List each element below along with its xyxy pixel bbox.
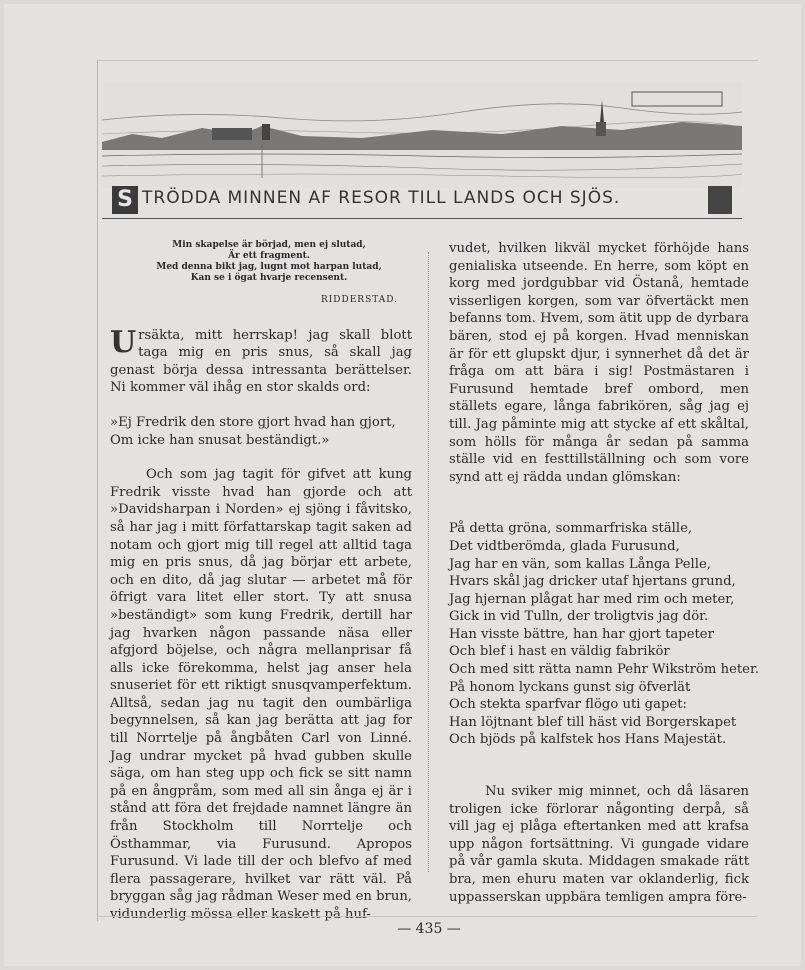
verse-line: Och blef i hast en väldig fabrikör [449,644,670,660]
epigraph-signature: RIDDERSTAD. [320,295,398,305]
body-paragraph: Nu sviker mig minnet, och då läsaren troligen icke förlorar någonting derpå, så vill jag ej plåga eftertanken med att krafsa upp någon fortsättning. Vi gungade vidare på vår gamla skuta. Middagen smakade rätt bra, men ehuru maten var oklanderlig, fick uppasserskan uppbära temligen ampra före- [449,784,749,905]
book-page [4,4,801,966]
chapter-title-bar [102,184,742,219]
epigraph-line: Kan se i ögat hvarje recensent. [190,273,348,283]
verse-line: Gick in vid Tulln, der troligtvis jag dör. [449,609,709,625]
right-column [449,240,760,906]
epigraph-line: Med denna bikt jag, lugnt mot harpan lutad, [156,262,382,272]
bottom-rule [97,916,757,917]
decorated-initial: S [112,186,138,214]
left-column [110,240,412,924]
body-paragraph: vudet, hvilken likväl mycket förhöjde hans genialiska utseende. En herre, som köpt en korg med jordgubbar vid Östanå, hemtade visserligen korgen, som var öfvertäckt men befanns tom. Hvem, som ätit upp de dyrbara bären, stod ej på korgen. Hvad menniskan är för ett glupskt djur, i synnerhet då det är fråga om att bära i sig! Postmästaren i Furusund hemtade bref ombord, men ställets egare, långa fabrikören, såg jag ej till. Jag påminte mig att stycke af ett skåltal, som hölls för många år sedan på samma ställe vid en festtillställning och som vore synd att ej rädda undan glömskan: [449,241,749,485]
verse-block [449,520,760,749]
drop-cap: U [110,324,137,360]
verse-line: Han löjtnant blef till häst vid Borgerskapet [449,714,737,730]
chapter-title: TRÖDDA MINNEN AF RESOR TILL LANDS OCH SJÖS. [142,188,621,208]
verse-line: På detta gröna, sommarfriska ställe, [449,521,693,537]
verse-line: Hvars skål jag dricker utaf hjertans grund, [449,574,736,590]
harbor-panorama-illustration [102,82,742,188]
body-paragraph: Och som jag tagit för gifvet att kung Fredrik visste hvad han gjorde och att »Davidsharpan i Norden» ej sjöng i fåvitsko, så har jag i mitt författarskap tagit saken ad notam och gjort mig till regel att alltid taga mig en pris snus, då jag börjar ett arbete, och en dito, då jag slutar — arbetet må för öfrigt vara litet eller stort. Ty att snusa »beständigt» som kung Fredrik, dertill har jag hvarken någon passande näsa eller afgjord böjelse, och några mellanprisar få alls icke förekomma, helst jag anser hela snuseriet för ett riktigt snusqvamperfektum. Alltså, sedan jag nu tagit den oumbärliga begynnelsen, så kan jag berätta att jag for till Norrtelje på ångbåten Carl von Linné. Jag undrar mycket på hvad gubben skulle säga, om han steg upp och fick se sitt namn på en ångpråm, som med all sin ånga ej är i stånd att föra det frejdade namnet längre än från Stockholm till Norrtelje och Östhammar, via Furusund. Apropos Furusund. Vi lade till der och blefvo af med flera passagerare, hvilket var rätt väl. På bryggan såg jag rådman Weser med en brun, vidunderlig mössa eller kaskett på huf- [110,467,412,922]
verse-line: Jag har en vän, som kallas Långa Pelle, [449,556,711,572]
epigraph-line: Min skapelse är börjad, men ej slutad, [172,240,366,250]
verse-line: Och stekta sparfvar flögo uti gapet: [449,697,687,713]
quote-line: Om icke han snusat beständigt.» [110,432,330,448]
verse-line: Han visste bättre, han har gjort tapeter [449,626,714,642]
ornament-icon [708,186,732,214]
verse-line: Det vidtberömda, glada Furusund, [449,538,680,554]
epigraph-line: Är ett fragment. [228,251,310,261]
verse-line: Och med sitt rätta namn Pehr Wikström heter. [449,662,760,678]
verse-line: På honom lyckans gunst sig öfverlät [449,679,691,695]
verse-line: Jag hjernan plågat har med rim och meter, [449,591,735,607]
verse-line: Och bjöds på kalfstek hos Hans Majestät. [449,732,727,748]
epigraph [140,240,398,284]
paragraph-text: rsäkta, mitt herrskap! jag skall blott taga mig en pris snus, så skall jag genast börja dessa intressanta berättelser. Ni kommer väl ihåg en stor skalds ord: [110,327,412,396]
quote-line: »Ej Fredrik den store gjort hvad han gjort, [110,414,396,430]
page-number: — 435 — [397,921,461,937]
opening-paragraph [110,324,412,397]
column-divider [428,252,429,872]
